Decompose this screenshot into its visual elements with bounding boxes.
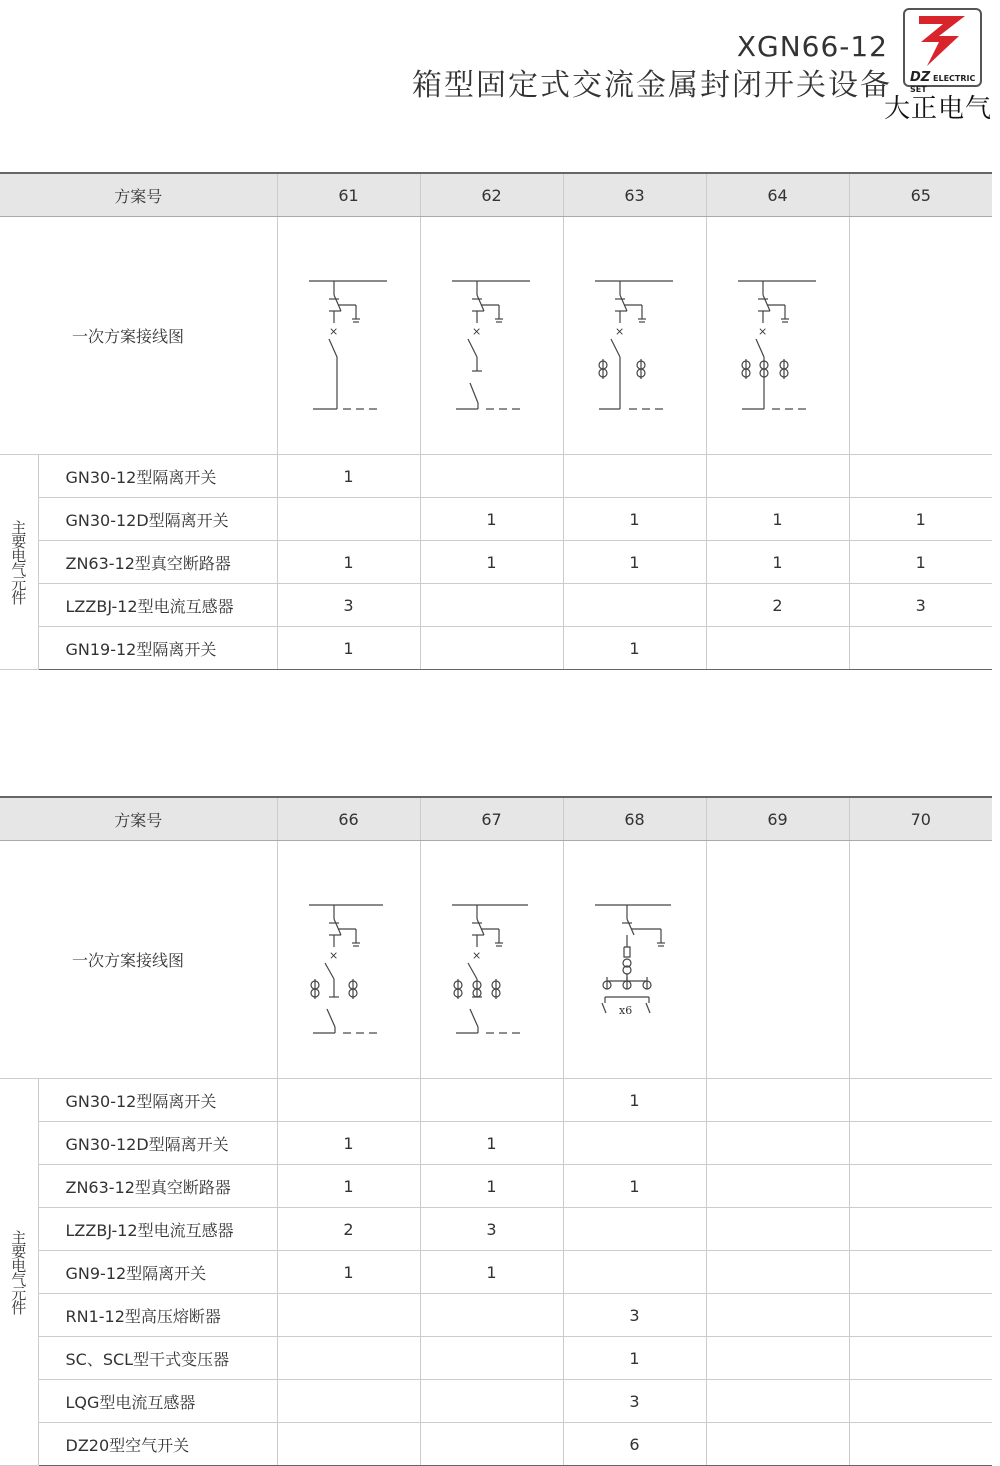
component-name: ZN63-12型真空断路器 — [38, 541, 277, 584]
quantity-cell: 1 — [706, 541, 849, 584]
component-name: RN1-12型高压熔断器 — [38, 1294, 277, 1337]
quantity-cell — [277, 1294, 420, 1337]
quantity-cell — [563, 1208, 706, 1251]
quantity-cell — [706, 1251, 849, 1294]
wiring-diagram-66 — [277, 841, 420, 1079]
table-header-row — [0, 797, 992, 841]
table-row — [0, 1294, 992, 1337]
quantity-cell — [706, 627, 849, 670]
table-row — [0, 498, 992, 541]
quantity-cell: 1 — [849, 498, 992, 541]
quantity-cell — [563, 1122, 706, 1165]
component-name: GN30-12型隔离开关 — [38, 455, 277, 498]
quantity-cell — [420, 455, 563, 498]
quantity-cell: 3 — [563, 1380, 706, 1423]
wiring-diagram-68 — [563, 841, 706, 1079]
quantity-cell — [277, 1423, 420, 1466]
table-row — [0, 455, 992, 498]
quantity-cell — [277, 498, 420, 541]
svg-text:×: × — [328, 324, 338, 338]
quantity-cell: 1 — [563, 541, 706, 584]
scheme-number: 68 — [563, 797, 706, 841]
quantity-cell: 3 — [563, 1294, 706, 1337]
quantity-cell: 6 — [563, 1423, 706, 1466]
component-name: LZZBJ-12型电流互感器 — [38, 1208, 277, 1251]
quantity-cell: 1 — [420, 1251, 563, 1294]
quantity-cell — [706, 1337, 849, 1380]
wiring-diagram-61 — [277, 217, 420, 455]
component-name: GN9-12型隔离开关 — [38, 1251, 277, 1294]
scheme-number: 66 — [277, 797, 420, 841]
quantity-cell: 1 — [277, 1122, 420, 1165]
logo-text: ELECTRIC SET — [910, 74, 976, 94]
quantity-cell: 1 — [563, 627, 706, 670]
quantity-cell — [849, 1251, 992, 1294]
svg-text:×: × — [757, 324, 767, 338]
wiring-diagram-67 — [420, 841, 563, 1079]
quantity-cell: 1 — [420, 541, 563, 584]
scheme-header-label: 方案号 — [0, 797, 277, 841]
quantity-cell — [849, 1423, 992, 1466]
quantity-cell: 3 — [849, 584, 992, 627]
table-row — [0, 541, 992, 584]
component-name: LQG型电流互感器 — [38, 1380, 277, 1423]
quantity-cell — [849, 627, 992, 670]
quantity-cell: 1 — [277, 1251, 420, 1294]
svg-text:×: × — [614, 324, 624, 338]
table-row — [0, 1251, 992, 1294]
quantity-cell — [420, 1294, 563, 1337]
diagram-row-label: 一次方案接线图 — [0, 217, 277, 455]
diagram-row-label: 一次方案接线图 — [0, 841, 277, 1079]
wiring-diagram-63 — [563, 217, 706, 455]
group-label: 主要电气元件 — [0, 1079, 38, 1466]
lightning-icon — [905, 10, 980, 70]
quantity-cell — [563, 455, 706, 498]
quantity-cell — [706, 1423, 849, 1466]
wiring-diagram-62 — [420, 217, 563, 455]
quantity-cell — [849, 1079, 992, 1122]
quantity-cell: 1 — [420, 1122, 563, 1165]
company-logo — [903, 8, 982, 94]
quantity-cell — [420, 1079, 563, 1122]
table-header-row — [0, 173, 992, 217]
scheme-table-1 — [0, 172, 992, 670]
scheme-number: 65 — [849, 173, 992, 217]
wiring-diagram-69 — [706, 841, 849, 1079]
svg-text:×: × — [471, 948, 481, 962]
quantity-cell: 1 — [563, 1079, 706, 1122]
product-title: 箱型固定式交流金属封闭开关设备 — [412, 68, 892, 103]
wiring-diagram-65 — [849, 217, 992, 455]
component-name: SC、SCL型干式变压器 — [38, 1337, 277, 1380]
scheme-number: 67 — [420, 797, 563, 841]
component-name: LZZBJ-12型电流互感器 — [38, 584, 277, 627]
quantity-cell — [706, 1208, 849, 1251]
quantity-cell: 3 — [277, 584, 420, 627]
quantity-cell — [706, 1122, 849, 1165]
quantity-cell — [706, 455, 849, 498]
quantity-cell: 1 — [277, 455, 420, 498]
quantity-cell: 1 — [563, 498, 706, 541]
quantity-cell — [420, 1423, 563, 1466]
quantity-cell — [563, 1251, 706, 1294]
quantity-cell — [849, 1380, 992, 1423]
diagram-note: x6 — [618, 1003, 632, 1017]
wiring-diagram-64 — [706, 217, 849, 455]
scheme-number: 63 — [563, 173, 706, 217]
quantity-cell — [420, 1380, 563, 1423]
quantity-cell: 3 — [420, 1208, 563, 1251]
table-row — [0, 627, 992, 670]
quantity-cell: 1 — [563, 1337, 706, 1380]
scheme-number: 70 — [849, 797, 992, 841]
quantity-cell: 2 — [277, 1208, 420, 1251]
quantity-cell — [706, 1380, 849, 1423]
quantity-cell — [849, 1294, 992, 1337]
component-name: DZ20型空气开关 — [38, 1423, 277, 1466]
quantity-cell — [277, 1380, 420, 1423]
component-name: GN30-12D型隔离开关 — [38, 498, 277, 541]
component-name: GN30-12型隔离开关 — [38, 1079, 277, 1122]
scheme-number: 61 — [277, 173, 420, 217]
scheme-number: 69 — [706, 797, 849, 841]
quantity-cell — [277, 1337, 420, 1380]
table-row — [0, 584, 992, 627]
table-row — [0, 1423, 992, 1466]
table-row — [0, 1380, 992, 1423]
scheme-number: 62 — [420, 173, 563, 217]
quantity-cell: 1 — [420, 498, 563, 541]
company-name: 大正电气 — [884, 94, 993, 124]
quantity-cell — [706, 1079, 849, 1122]
component-name: GN19-12型隔离开关 — [38, 627, 277, 670]
quantity-cell — [420, 584, 563, 627]
table-row — [0, 1337, 992, 1380]
quantity-cell: 1 — [277, 627, 420, 670]
quantity-cell — [849, 1122, 992, 1165]
quantity-cell — [420, 1337, 563, 1380]
quantity-cell — [420, 627, 563, 670]
quantity-cell — [849, 1208, 992, 1251]
quantity-cell: 1 — [706, 498, 849, 541]
quantity-cell — [849, 1337, 992, 1380]
table-row — [0, 1208, 992, 1251]
quantity-cell — [277, 1079, 420, 1122]
svg-text:×: × — [471, 324, 481, 338]
quantity-cell — [849, 1165, 992, 1208]
svg-text:×: × — [328, 948, 338, 962]
quantity-cell: 1 — [277, 541, 420, 584]
quantity-cell — [706, 1165, 849, 1208]
product-model: XGN66-12 — [736, 30, 888, 63]
quantity-cell — [706, 1294, 849, 1337]
quantity-cell: 2 — [706, 584, 849, 627]
table-row — [0, 1122, 992, 1165]
quantity-cell — [849, 455, 992, 498]
table-row — [0, 1165, 992, 1208]
quantity-cell: 1 — [420, 1165, 563, 1208]
diagram-row — [0, 217, 992, 455]
logo-letters: DZ — [910, 70, 931, 85]
table-row — [0, 1079, 992, 1122]
quantity-cell: 1 — [277, 1165, 420, 1208]
component-name: GN30-12D型隔离开关 — [38, 1122, 277, 1165]
quantity-cell: 1 — [849, 541, 992, 584]
quantity-cell — [563, 584, 706, 627]
group-label: 主要电气元件 — [0, 455, 38, 670]
wiring-diagram-70 — [849, 841, 992, 1079]
component-name: ZN63-12型真空断路器 — [38, 1165, 277, 1208]
quantity-cell: 1 — [563, 1165, 706, 1208]
diagram-row — [0, 841, 992, 1079]
scheme-header-label: 方案号 — [0, 173, 277, 217]
scheme-table-2 — [0, 796, 992, 1466]
scheme-number: 64 — [706, 173, 849, 217]
